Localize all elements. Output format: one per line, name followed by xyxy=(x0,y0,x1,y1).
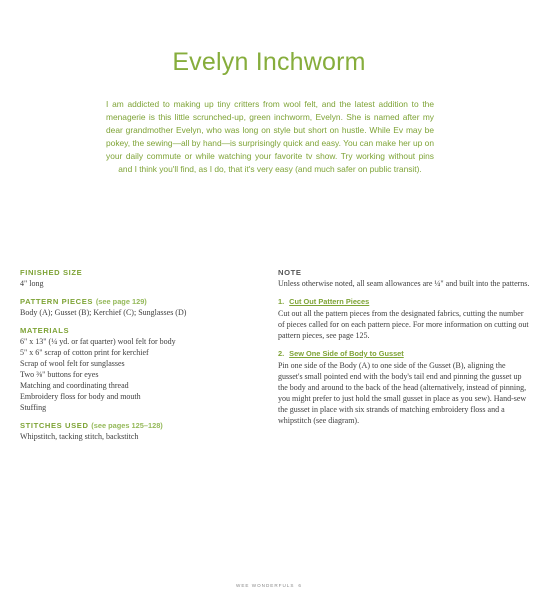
step-2-title: Sew One Side of Body to Gusset xyxy=(289,349,404,358)
page-footer xyxy=(0,583,538,588)
step-2-heading xyxy=(278,348,530,359)
page-number: 6 xyxy=(298,583,302,588)
step-1-heading xyxy=(278,296,530,307)
list-item: Embroidery floss for body and mouth xyxy=(20,392,141,401)
note-heading: NOTE xyxy=(278,268,302,277)
list-item: Stuffing xyxy=(20,403,47,412)
step-1-text: Cut out all the pattern pieces from the designated fabrics, cutting the number of pieces called for on each pattern piece. For more information on cutting out pattern pieces, see page 125. xyxy=(278,309,529,340)
materials-heading: MATERIALS xyxy=(20,326,70,335)
stitches-heading xyxy=(20,420,252,431)
right-column xyxy=(278,267,530,433)
list-item: Two ⅜" buttons for eyes xyxy=(20,370,99,379)
left-column xyxy=(20,267,252,449)
list-item: 5" x 6" scrap of cotton print for kerchief xyxy=(20,348,149,357)
stitches-ref: (see pages 125–128) xyxy=(91,421,163,430)
intro-paragraph: I am addicted to making up tiny critters from wool felt, and the latest addition to the menagerie is this little scrunched-up, green inchworm, Evelyn. She is named after my dear grandmother Evelyn, who was long on style but short on hustle. While Ev may be pokey, the sewing—all by hand—is surprisingly quick and easy. You can make her up on your daily commute or while watching your favorite tv show. Try working without pins and I think you'll find, as I do, that it's very easy (and much safer on public transit). xyxy=(106,99,434,175)
list-item: Matching and coordinating thread xyxy=(20,381,129,390)
pattern-pieces-heading xyxy=(20,296,252,307)
footer-label: WEE WONDERFULS xyxy=(236,583,295,588)
finished-size-heading: FINISHED SIZE xyxy=(20,268,83,277)
list-item: Scrap of wool felt for sunglasses xyxy=(20,359,125,368)
step-2-number: 2. xyxy=(278,349,285,358)
stitches-heading-label: STITCHES USED xyxy=(20,421,89,430)
materials-list xyxy=(20,336,252,413)
finished-size-value: 4" long xyxy=(20,279,44,288)
pattern-pieces-heading-label: PATTERN PIECES xyxy=(20,297,94,306)
step-2-text: Pin one side of the Body (A) to one side of the Gusset (B), aligning the gusset's small pointed end with the body's tail end and pinning the gusset up the body and around to the back of the head (alternatively, instead of pinning, you might prefer to just hold the small gusset in place as you sew). Hand-sew the gusset in place with six strands of matching embroidery floss and a whipstitch (see diagram). xyxy=(278,361,527,425)
note-text: Unless otherwise noted, all seam allowances are ¼" and built into the patterns. xyxy=(278,279,530,288)
step-1-number: 1. xyxy=(278,297,285,306)
pattern-pieces-value: Body (A); Gusset (B); Kerchief (C); Sunglasses (D) xyxy=(20,308,187,317)
list-item: 6" x 13" (¼ yd. or fat quarter) wool felt for body xyxy=(20,337,176,346)
page-title: Evelyn Inchworm xyxy=(172,48,366,76)
step-1-title: Cut Out Pattern Pieces xyxy=(289,297,370,306)
pattern-pieces-ref: (see page 129) xyxy=(95,297,147,306)
stitches-value: Whipstitch, tacking stitch, backstitch xyxy=(20,432,139,441)
